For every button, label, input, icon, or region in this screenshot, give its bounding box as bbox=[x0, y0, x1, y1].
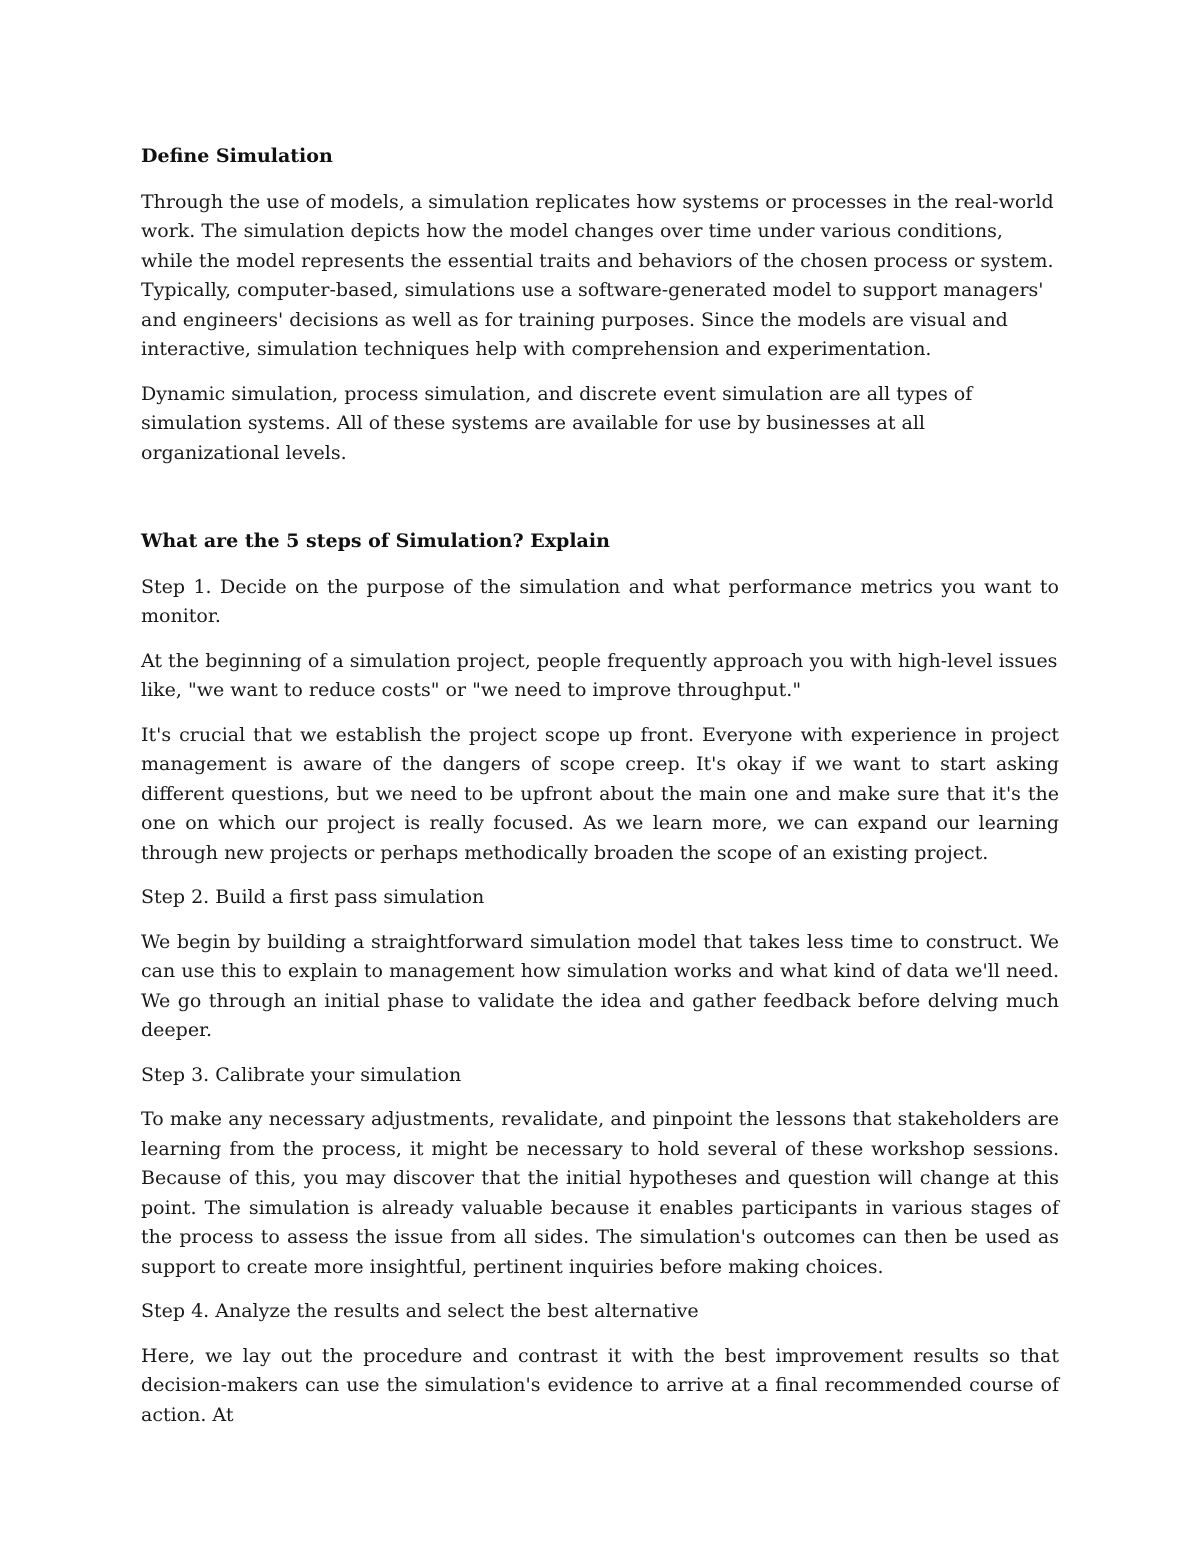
step-1-paragraph-2: It's crucial that we establish the project scope up front. Everyone with experience in project management is aware of the dangers of scope creep. It's okay if we want to start asking different questions, but we need to be upfront about the main one and make sure that it's the one on which our project is really focused. As we learn more, we can expand our learning through new projects or perhaps methodically broaden the scope of an existing project. bbox=[141, 723, 1059, 864]
document-body bbox=[141, 142, 1059, 1445]
step-4-title: Step 4. Analyze the results and select the best alternative bbox=[141, 1300, 699, 1322]
paragraph-simulation-definition: Through the use of models, a simulation replicates how systems or processes in the real-world work. The simulation depicts how the model changes over time under various conditions, while the model represents the essential traits and behaviors of the chosen process or system. Typically, computer-based, simulations use a software-generated model to support managers' and engineers' decisions as well as for training purposes. Since the models are visual and interactive, simulation techniques help with comprehension and experimentation. bbox=[141, 190, 1054, 360]
heading-define-simulation: Define Simulation bbox=[141, 145, 333, 167]
heading-five-steps: What are the 5 steps of Simulation? Explain bbox=[141, 530, 610, 552]
paragraph-simulation-types: Dynamic simulation, process simulation, and discrete event simulation are all types of simulation systems. All of these systems are available for use by businesses at all organizational levels. bbox=[141, 382, 973, 464]
step-1-paragraph-1: At the beginning of a simulation project, people frequently approach you with high-level issues like, "we want to reduce costs" or "we need to improve throughput." bbox=[141, 649, 1058, 701]
step-2-title: Step 2. Build a first pass simulation bbox=[141, 886, 485, 908]
step-3-title: Step 3. Calibrate your simulation bbox=[141, 1063, 462, 1086]
step-4-paragraph-1: Here, we lay out the procedure and contrast it with the best improvement results so that decision-makers can use the simulation's evidence to arrive at a final recommended course of action. At bbox=[141, 1344, 1059, 1426]
step-2-paragraph-1: We begin by building a straightforward simulation model that takes less time to construct. We can use this to explain to management how simulation works and what kind of data we'll need. We go through an initial phase to validate the idea and gather feedback before delving much deeper. bbox=[141, 930, 1059, 1041]
section-spacer bbox=[141, 483, 1059, 527]
step-1-title: Step 1. Decide on the purpose of the simulation and what performance metrics you want to monitor. bbox=[141, 575, 1059, 627]
step-3-paragraph-1: To make any necessary adjustments, revalidate, and pinpoint the lessons that stakeholders are learning from the process, it might be necessary to hold several of these workshop sessions. Because of this, you may discover that the initial hypotheses and question will change at this point. The simulation is already valuable because it enables participants in various stages of the process to assess the issue from all sides. The simulation's outcomes can then be used as support to create more insightful, pertinent inquiries before making choices. bbox=[141, 1108, 1059, 1278]
